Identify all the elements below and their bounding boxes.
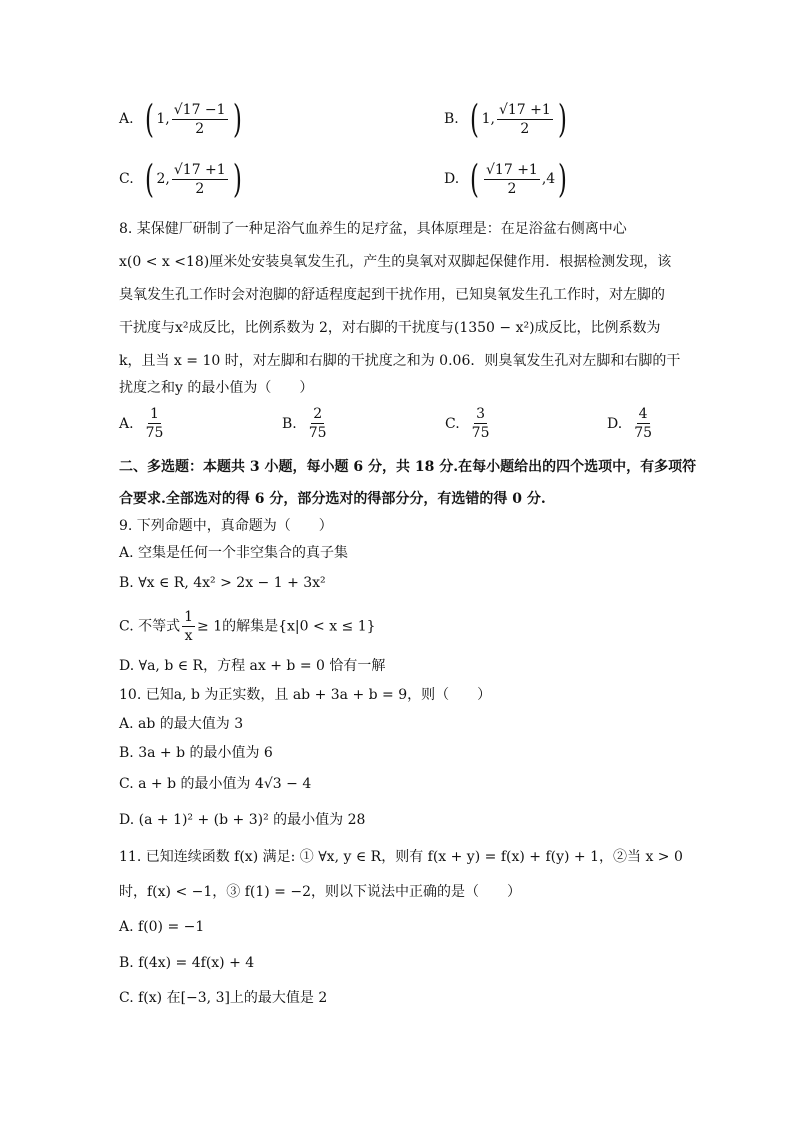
- frac-numerator: √17 +1: [498, 101, 551, 118]
- option-text: C. 不等式: [119, 618, 181, 635]
- q8-line-3: 臭氧发生孔工作时会对泡脚的舒适程度起到干扰作用，已知臭氧发生孔工作时，对左脚的: [119, 287, 665, 303]
- q8-line-1: 8. 某保健厂研制了一种足浴气血养生的足疗盆，具体原理是：在足浴盆右侧离中心: [119, 221, 627, 237]
- frac-denominator: 2: [507, 180, 517, 197]
- frac-numerator: √17 −1: [173, 101, 226, 118]
- frac-numerator: 1: [150, 406, 159, 422]
- q7-option-a: A. ( 1, $\frac{√17 -1}{2}$ ): [119, 97, 242, 141]
- q8-option-a: [119, 405, 167, 442]
- q11-line-2: 时，f(x) < −1，③ f(1) = −2，则以下说法中正确的是（ ）: [119, 884, 521, 900]
- option-prefix: 1,: [481, 111, 495, 127]
- option-prefix: 1,: [156, 111, 170, 127]
- frac-denominator: 75: [634, 425, 653, 441]
- q9-stem: 9. 下列命题中，真命题为（ ）: [119, 518, 333, 534]
- q10-option-a: A. ab 的最大值为 3: [119, 716, 244, 732]
- q11-option-a: A. f(0) = −1: [119, 919, 205, 935]
- frac-numerator: 3: [476, 406, 486, 422]
- section-header-line-1: 二、多选题：本题共 3 小题，每小题 6 分，共 18 分.在每小题给出的四个选项中，有多项符: [119, 459, 697, 475]
- frac-numerator: √17 +1: [486, 161, 538, 178]
- option-label: A.: [119, 111, 134, 127]
- q8-line-6: 扰度之和y 的最小值为（ ）: [119, 380, 314, 396]
- q7-option-b: B. ( 1, $\frac{√17 +1}{2}$ ): [444, 97, 567, 141]
- q11-option-c: C. f(x) 在[−3, 3]上的最大值是 2: [119, 990, 328, 1006]
- option-label: C.: [119, 171, 134, 187]
- q8-line-2: x(0 < x <18)厘米处安装臭氧发生孔，产生的臭氧对双脚起保健作用．根据检测发现，该: [119, 254, 672, 270]
- frac-denominator: 2: [195, 120, 205, 137]
- option-prefix: 2,: [156, 171, 170, 187]
- section-header-line-2: 合要求.全部选对的得 6 分，部分选对的得部分分，有选错的得 0 分.: [119, 491, 546, 507]
- q9-option-a: A. 空集是任何一个非空集合的真子集: [119, 545, 349, 561]
- q10-option-b: B. 3a + b 的最小值为 6: [119, 745, 273, 761]
- option-label: B.: [282, 415, 297, 432]
- frac-denominator: 75: [471, 425, 490, 441]
- option-label: D.: [444, 171, 460, 187]
- q10-option-d: D. (a + 1)² + (b + 3)² 的最小值为 28: [119, 812, 366, 828]
- q8-option-d: [607, 405, 656, 442]
- q9-option-b: B. ∀x ∈ R, 4x² > 2x − 1 + 3x²: [119, 575, 326, 591]
- option-label: B.: [444, 111, 459, 127]
- q11-line-1: 11. 已知连续函数 f(x) 满足: ① ∀x, y ∈ R，则有 f(x + y) = f(x) + f(y) + 1，②当 x > 0: [119, 849, 683, 865]
- frac-numerator: 1: [184, 609, 194, 625]
- frac-numerator: √17 +1: [173, 161, 226, 178]
- q8-option-b: [282, 405, 331, 442]
- q10-stem: 10. 已知a, b 为正实数，且 ab + 3a + b = 9，则（ ）: [119, 687, 492, 703]
- q9-option-c: [119, 608, 376, 645]
- option-suffix: ,4: [541, 171, 556, 187]
- q7-option-d: D. ( $\frac{√17 +1}{2}$ ,4): [444, 157, 568, 201]
- option-label: D.: [607, 415, 623, 432]
- option-text: ≥ 1的解集是{x|0 < x ≤ 1}: [197, 618, 376, 635]
- frac-numerator: 4: [638, 406, 648, 422]
- option-label: A.: [119, 415, 134, 432]
- q9-option-d: D. ∀a, b ∈ R，方程 ax + b = 0 恰有一解: [119, 658, 386, 674]
- q8-line-5: k，且当 x = 10 时，对左脚和右脚的干扰度之和为 0.06．则臭氧发生孔对左脚和右脚的干: [119, 353, 681, 369]
- frac-denominator: x: [184, 628, 193, 644]
- frac-denominator: 75: [308, 425, 327, 441]
- q11-option-b: B. f(4x) = 4f(x) + 4: [119, 955, 255, 971]
- q8-line-4: 干扰度与x²成反比，比例系数为 2，对右脚的干扰度与(1350 − x²)成反比，比例系数为: [119, 320, 661, 336]
- option-label: C.: [445, 415, 460, 432]
- frac-denominator: 75: [145, 425, 164, 441]
- frac-numerator: 2: [313, 406, 323, 422]
- q8-option-c: [445, 405, 494, 442]
- q10-option-c: C. a + b 的最小值为 4√3 − 4: [119, 776, 312, 792]
- frac-denominator: 2: [520, 120, 530, 137]
- q7-option-c: C. ( 2, $\frac{√17 +1}{2}$ ): [119, 157, 242, 201]
- frac-denominator: 2: [195, 180, 205, 197]
